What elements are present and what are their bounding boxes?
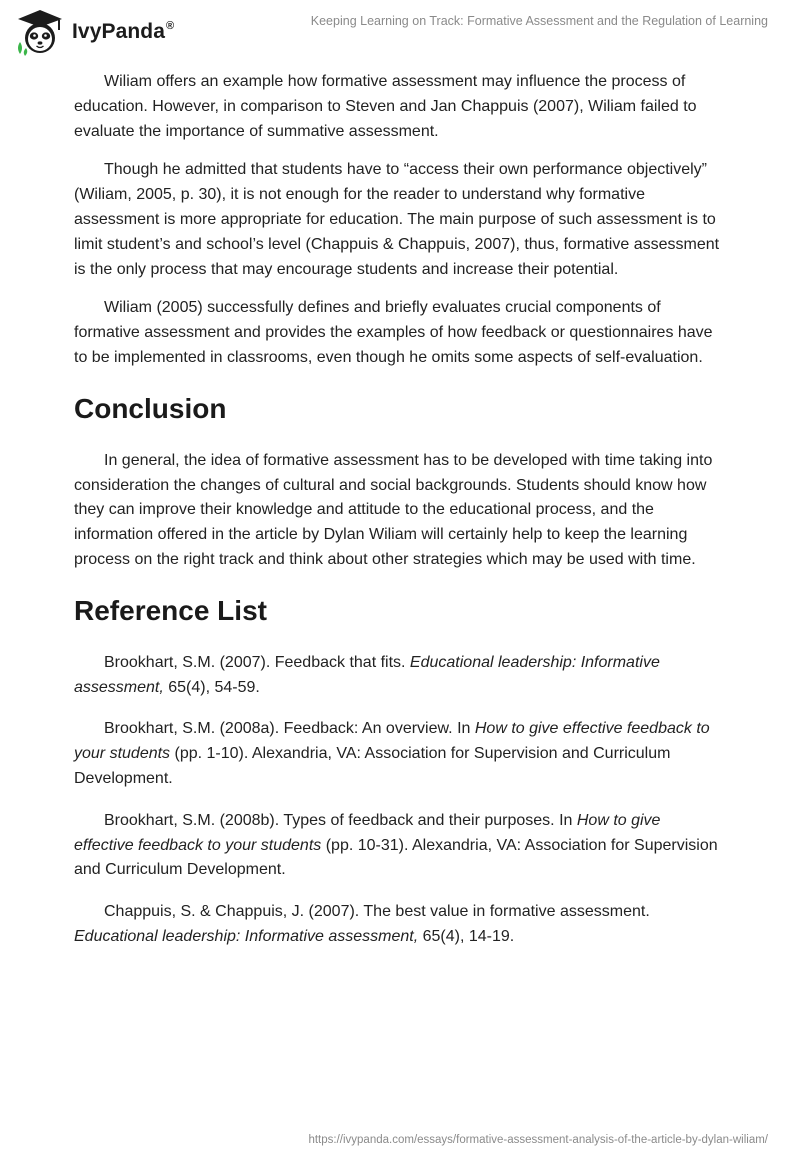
document-title: Keeping Learning on Track: Formative Assessment and the Regulation of Learning (310, 14, 768, 28)
panda-logo-icon (14, 8, 66, 56)
ivypanda-logo[interactable] (14, 8, 174, 56)
body-paragraph: Though he admitted that students have to “access their own performance objectively” (Wiliam, 2005, p. 30), it is not enough for the reader to understand why formative assessment is more appropriate for education. The main purpose of such assessment is to limit student’s and school’s level (Chappuis & Chappuis, 2007), thus, formative assessment is the only process that may encourage students and increase their potential. (74, 161, 720, 278)
source-url[interactable]: https://ivypanda.com/essays/formative-assessment-analysis-of-the-article-by-dylan-wiliam/ (308, 1134, 768, 1146)
body-paragraph: Wiliam (2005) successfully defines and briefly evaluates crucial components of formative assessment and provides the examples of how feedback or questionnaires have to be implemented in classrooms, even though he omits some aspects of self-evaluation. (74, 299, 713, 366)
reference-item: Chappuis, S. & Chappuis, J. (2007). The best value in formative assessment. Educational leadership: Informative assessment, 65(4), 14-19. (74, 903, 650, 945)
reference-item: Brookhart, S.M. (2007). Feedback that fits. Educational leadership: Informative assessment, 65(4), 54-59. (74, 653, 660, 696)
reference-item: Brookhart, S.M. (2008a). Feedback: An overview. In How to give effective feedback to your students (pp. 1-10). Alexandria, VA: Association for Supervision and Curriculum Development. (74, 720, 710, 787)
reference-item: Brookhart, S.M. (2008b). Types of feedback and their purposes. In How to give effective feedback to your students (pp. 10-31). Alexandria, VA: Association for Supervision and Curriculum Development. (74, 811, 718, 879)
brand-name: IvyPanda® (72, 20, 175, 43)
body-paragraph: Wiliam offers an example how formative assessment may influence the process of education. However, in comparison to Steven and Jan Chappuis (2007), Wiliam failed to evaluate the importance of summative assessment. (74, 73, 697, 140)
reference-list-heading: Reference List (74, 594, 267, 626)
essay-content (74, 70, 724, 967)
conclusion-paragraph: In general, the idea of formative assessment has to be developed with time taking into consideration the changes of cultural and social backgrounds. Students should know how they can improve their knowledge and attitude to the educational process, and the information offered in the article by Dylan Wiliam will certainly help to keep the learning process on the right track and think about other strategies which may be used with time. (74, 451, 713, 568)
page-header (0, 0, 800, 62)
conclusion-heading: Conclusion (74, 392, 227, 424)
